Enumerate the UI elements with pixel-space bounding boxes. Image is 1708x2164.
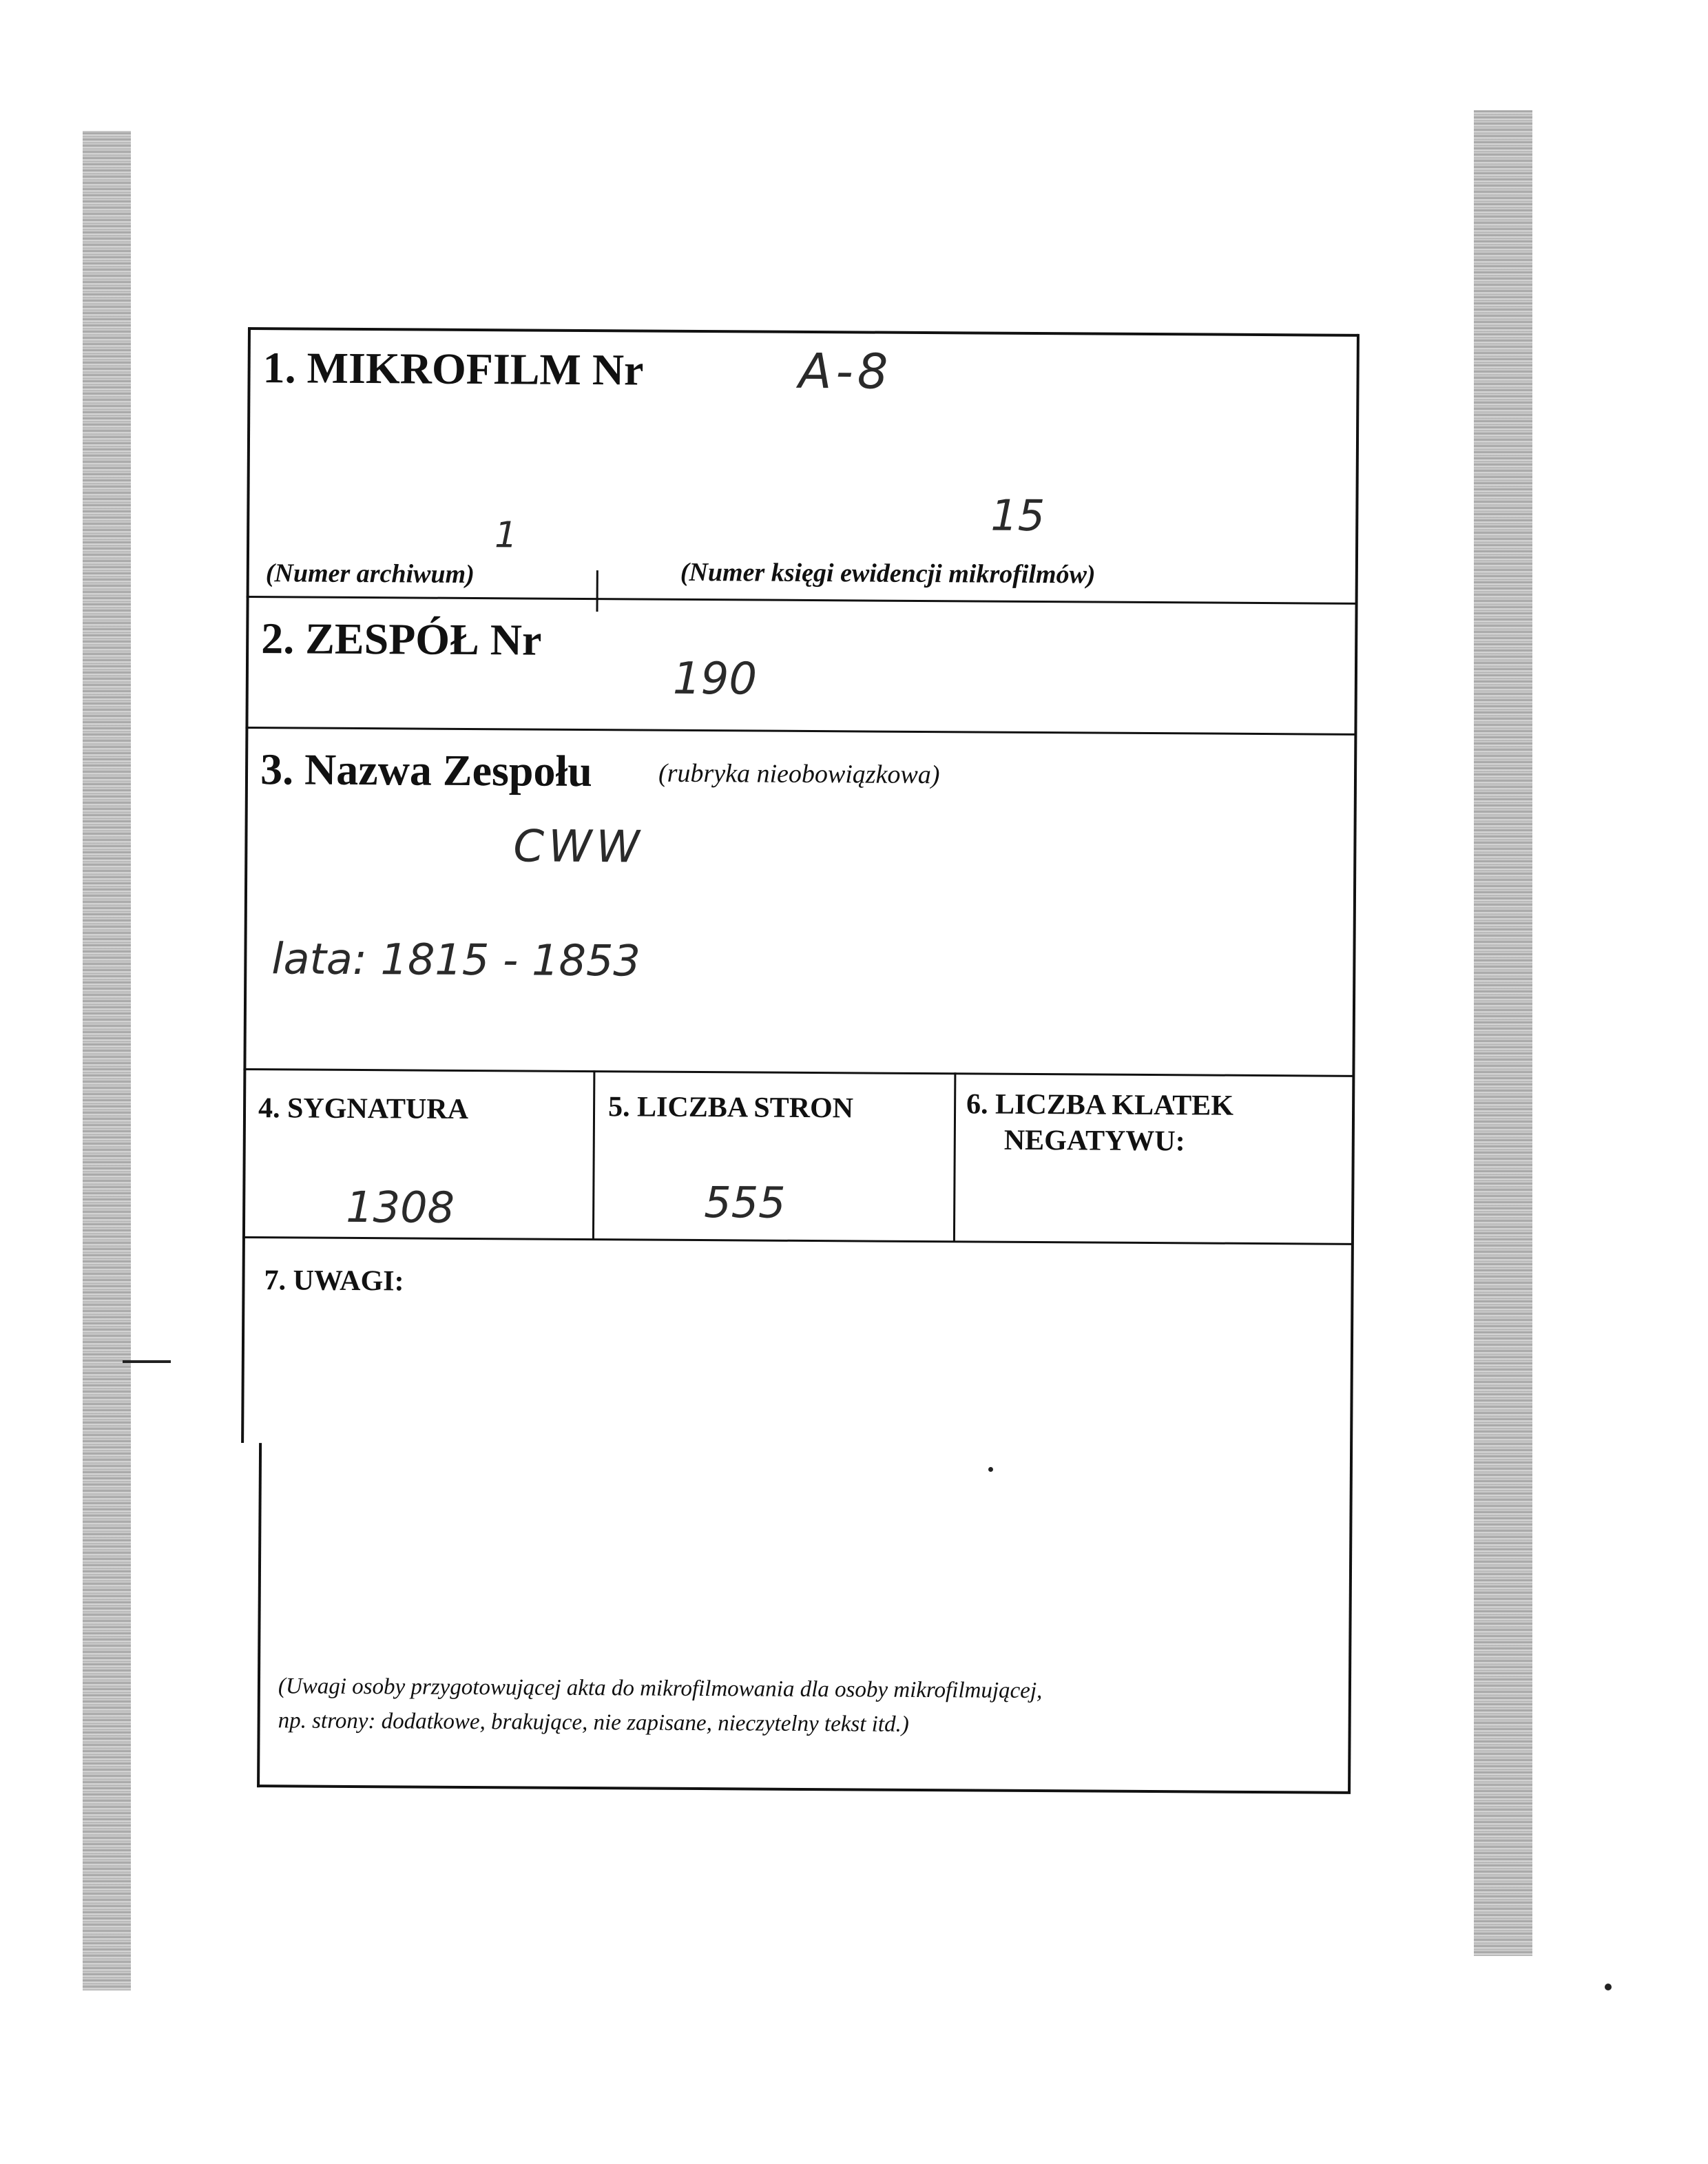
ledger-number-value: 15 <box>990 490 1045 541</box>
divider-3 <box>243 1068 1353 1077</box>
frame-top <box>248 327 1358 337</box>
fond-number-value: 190 <box>672 653 758 705</box>
section-6-title-line1: 6. LICZBA KLATEK <box>966 1088 1234 1122</box>
section-7-title: 7. UWAGI: <box>264 1265 404 1298</box>
scan-speck <box>123 1360 171 1363</box>
frame-bottom <box>257 1785 1351 1794</box>
microfilm-number-value: A-8 <box>798 342 893 400</box>
microfilm-record-form <box>239 327 1377 1794</box>
frame-left <box>241 327 251 1443</box>
ledger-number-caption: (Numer księgi ewidencji mikrofilmów) <box>680 557 1096 590</box>
fond-years-value: lata: 1815 - 1853 <box>271 933 641 986</box>
scan-speck <box>1605 1984 1612 1990</box>
divider-col-a <box>592 1070 596 1240</box>
section-5-title: 5. LICZBA STRON <box>607 1091 854 1125</box>
signature-value: 1308 <box>345 1181 455 1233</box>
fond-name-value: CWW <box>513 821 644 873</box>
frame-left-lower <box>257 1443 262 1787</box>
scan-edge-right <box>1474 110 1532 1956</box>
divider-4 <box>242 1236 1353 1245</box>
section-2-title: 2. ZESPÓŁ Nr <box>261 614 542 665</box>
section-3-title: 3. Nazwa Zespołu <box>260 745 593 796</box>
archive-number-value: 1 <box>494 514 518 556</box>
remarks-note-line1: (Uwagi osoby przygotowującej akta do mikrofilmowania dla osoby mikrofilmującej, <box>278 1674 1043 1704</box>
divider-archive <box>596 570 598 612</box>
scan-edge-left <box>83 131 131 1990</box>
section-1-title: 1. MIKROFILM Nr <box>262 343 644 395</box>
section-3-subtitle: (rubryka nieobowiązkowa) <box>658 758 940 790</box>
divider-col-b <box>953 1072 957 1242</box>
page-count-value: 555 <box>704 1177 786 1228</box>
divider-1 <box>247 596 1357 605</box>
remarks-note-line2: np. strony: dodatkowe, brakujące, nie zapisane, nieczytelny tekst itd.) <box>278 1708 909 1737</box>
section-6-title-line2: NEGATYWU: <box>1003 1124 1185 1158</box>
frame-right <box>1348 334 1360 1793</box>
divider-2 <box>245 727 1355 736</box>
section-4-title: 4. SYGNATURA <box>258 1092 469 1125</box>
archive-number-caption: (Numer archiwum) <box>265 559 475 590</box>
